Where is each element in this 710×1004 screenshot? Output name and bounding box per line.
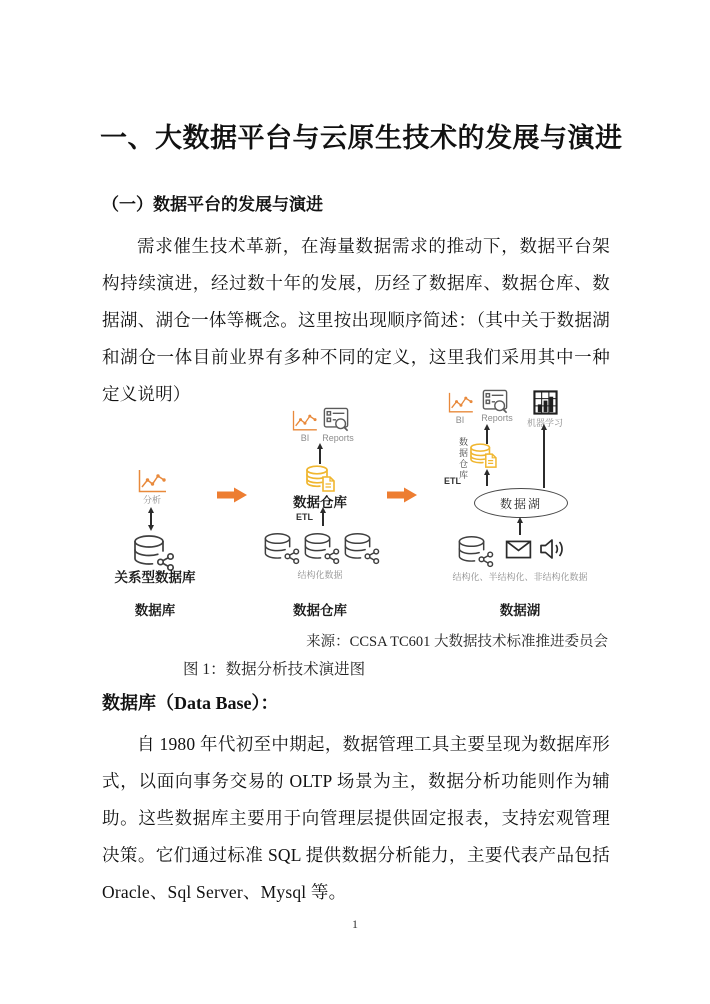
warehouse-vertical-label: 数据仓库 [458, 437, 468, 481]
figure-evolution-diagram [0, 386, 710, 628]
double-arrow-icon [150, 512, 152, 526]
database-icon [301, 532, 341, 565]
reports-label: Reports [322, 433, 354, 443]
database-section-heading: 数据库（Data Base）： [102, 693, 279, 713]
warehouse-db-icon [304, 465, 336, 492]
reports-label: Reports [481, 413, 513, 423]
mail-icon [505, 540, 532, 559]
etl-label: ETL [296, 512, 313, 522]
paragraph-intro: 需求催生技术革新，在海量数据需求的推动下，数据平台架构持续演进，经过数十年的发展，历经了数据库、数据仓库、数据湖、湖仓一体等概念。这里按出现顺序简述：（其中关于数据湖和湖仓一体目前业界有多种不同的定义，这里我们采用其中一种定义说明） [102, 236, 610, 404]
bi-label: BI [455, 415, 465, 425]
up-arrow-icon [543, 429, 545, 488]
page-number: 1 [352, 917, 358, 931]
up-arrow-icon [486, 429, 488, 444]
speaker-icon [539, 537, 567, 561]
warehouse-title-label: 数据仓库 [293, 495, 347, 510]
up-arrow-icon [519, 522, 521, 535]
structured-data-label: 结构化数据 [297, 570, 343, 580]
analysis-label: 分析 [142, 495, 161, 505]
up-arrow-icon [319, 448, 321, 464]
reports-icon [482, 389, 508, 415]
up-arrow-icon [486, 474, 488, 486]
database-icon [261, 532, 301, 565]
bi-label: BI [300, 433, 310, 443]
relational-db-label: 关系型数据库 [114, 570, 196, 585]
database-icon [455, 535, 495, 568]
machine-learning-icon [533, 390, 558, 415]
analysis-chart-icon [137, 469, 167, 494]
figure-source: 来源：CCSA TC601 大数据技术标准推进委员会 [306, 634, 608, 650]
etl-label: ETL [444, 476, 461, 486]
stage1-footer-label: 数据库 [134, 603, 176, 618]
up-arrow-icon [322, 512, 324, 526]
figure-caption: 图 1：数据分析技术演进图 [183, 661, 366, 678]
bi-chart-icon [447, 392, 474, 414]
paragraph-database: 自 1980 年代初至中期起，数据管理工具主要呈现为数据库形式，以面向事务交易的 OLTP 场景为主，数据分析功能则作为辅助。这些数据库主要用于向管理层提供固定报表，支持宏观管理决策。它们通过标准 SQL 提供数据分析能力，主要代表产品包括 Oracle、Sql Server、Mysql 等。 [102, 734, 610, 902]
all-data-types-label: 结构化、半结构化、非结构化数据 [452, 572, 588, 582]
stage2-footer-label: 数据仓库 [293, 603, 347, 618]
stage3-footer-label: 数据湖 [499, 603, 541, 618]
machine-learning-label: 机器学习 [526, 418, 563, 428]
bi-chart-icon [291, 410, 318, 432]
main-heading: 一、大数据平台与云原生技术的发展与演进 [100, 123, 623, 153]
stage-arrow-icon [217, 487, 247, 503]
data-lake-ellipse [474, 488, 568, 518]
reports-icon [323, 407, 349, 433]
section-subheading: （一）数据平台的发展与演进 [102, 195, 323, 214]
database-icon [341, 532, 381, 565]
stage-arrow-icon [387, 487, 417, 503]
warehouse-db-icon [468, 443, 498, 468]
data-lake-label: 数据湖 [499, 496, 542, 511]
